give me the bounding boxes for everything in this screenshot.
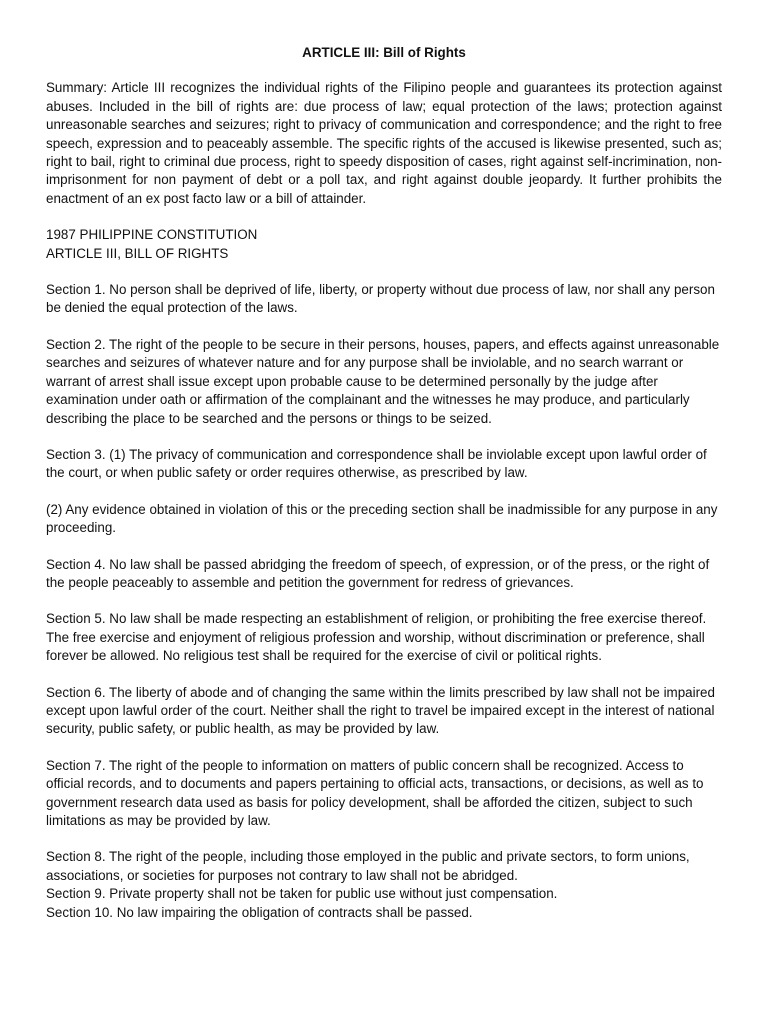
section-5: Section 5. No law shall be made respecting an establishment of religion, or prohibiting the free exercise thereof. The free exercise and enjoyment of religious profession and worship, without discrimination or preference, shall forever be allowed. No religious test shall be required for the exercise of civil or political rights. <box>46 611 707 664</box>
section-3-part-2: (2) Any evidence obtained in violation of this or the preceding section shall be inadmissible for any purpose in any proceeding. <box>46 501 718 536</box>
section-7: Section 7. The right of the people to information on matters of public concern shall be recognized. Access to official records, and to documents and papers pertaining to official acts, transactions, or decisions, as well as to government research data used as basis for policy development, shall be afforded the citizen, subject to such limitations as may be provided by law. <box>46 757 704 828</box>
summary-paragraph: Summary: Article III recognizes the individual rights of the Filipino people and guarantees its protection against abuses. Included in the bill of rights are: due process of law; equal protection of the laws; protection against unreasonable searches and seizures; right to privacy of communication and correspondence; and the right to free speech, expression and to peaceably assemble. The specific rights of the accused is likewise presented, such as; right to bail, right to criminal due process, right to speedy disposition of cases, right against self-incrimination, non-imprisonment for non payment of debt or a poll tax, and right against double jeopardy. It further prohibits the enactment of an ex post facto law or a bill of attainder. <box>46 80 722 206</box>
constitution-heading-line-2: ARTICLE III, BILL OF RIGHTS <box>46 245 229 261</box>
constitution-heading <box>46 226 722 263</box>
constitution-heading-line-1: 1987 PHILIPPINE CONSTITUTION <box>46 227 258 243</box>
section-2: Section 2. The right of the people to be secure in their persons, houses, papers, and effects against unreasonable searches and seizures of whatever nature and for any purpose shall be inviolable, and no search warrant or warrant of arrest shall issue except upon probable cause to be determined personally by the judge after examination under oath or affirmation of the complainant and the witnesses he may produce, and particularly describing the place to be searched and the persons or things to be seized. <box>46 336 720 426</box>
section-6: Section 6. The liberty of abode and of changing the same within the limits prescribed by law shall not be impaired except upon lawful order of the court. Neither shall the right to travel be impaired except in the interest of national security, public safety, or public health, as may be provided by law. <box>46 684 715 737</box>
section-4: Section 4. No law shall be passed abridging the freedom of speech, of expression, or of the press, or the right of the people peaceably to assemble and petition the government for redress of grievances. <box>46 556 710 590</box>
section-10: Section 10. No law impairing the obligation of contracts shall be passed. <box>46 904 473 920</box>
section-1: Section 1. No person shall be deprived of life, liberty, or property without due process of law, nor shall any person be denied the equal protection of the laws. <box>46 282 715 316</box>
section-9: Section 9. Private property shall not be taken for public use without just compensation. <box>46 886 558 902</box>
section-3-part-1: Section 3. (1) The privacy of communication and correspondence shall be inviolable except upon lawful order of the court, or when public safety or order requires otherwise, as prescribed by law. <box>46 446 707 481</box>
document-title: ARTICLE III: Bill of Rights <box>302 45 466 60</box>
section-8: Section 8. The right of the people, including those employed in the public and private sectors, to form unions, associations, or societies for purposes not contrary to law shall not be abridged. <box>46 849 690 883</box>
